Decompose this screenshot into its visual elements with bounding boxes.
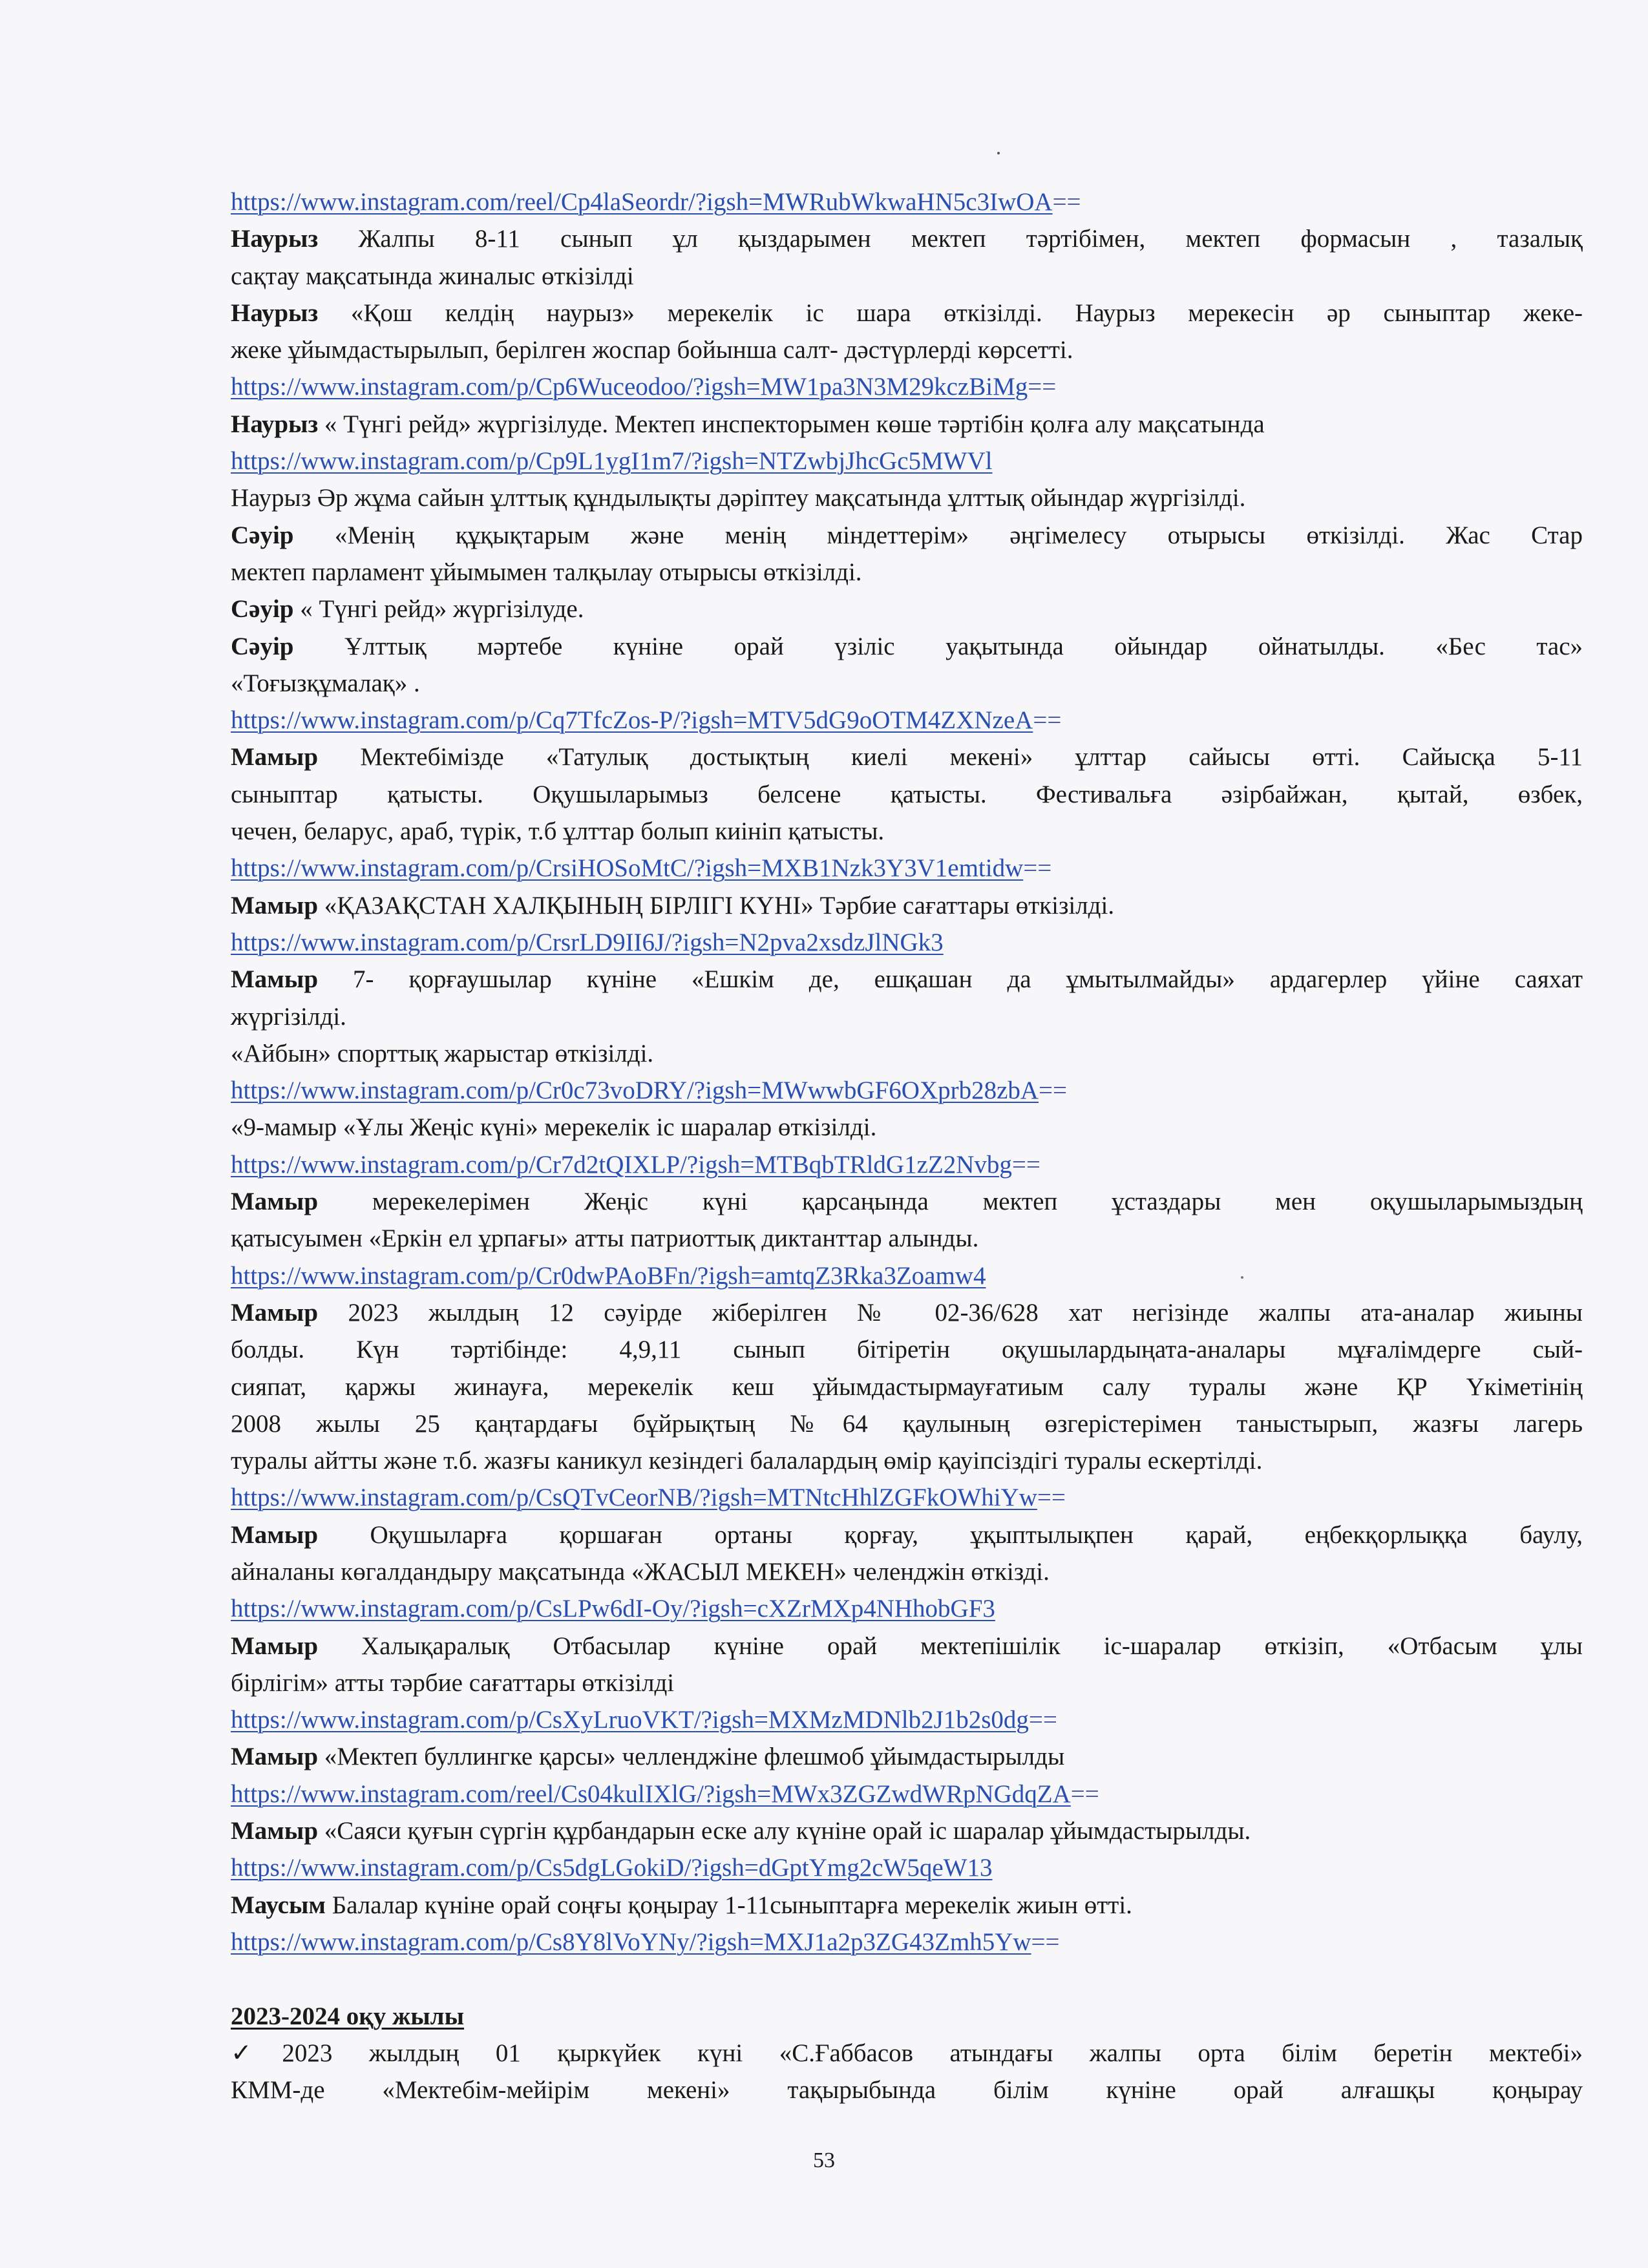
instagram-link[interactable]: https://www.instagram.com/p/Cr7d2tQIXLP/?igsh=MTBqbTRldG1zZ2Nvbg — [231, 1150, 1012, 1179]
text-line — [231, 1294, 1583, 1331]
text-line — [231, 443, 1583, 479]
link-suffix: == — [1070, 1780, 1099, 1808]
month-label: Наурыз — [231, 225, 319, 253]
text-line — [231, 554, 1583, 591]
text-line — [231, 1220, 1583, 1257]
text-line — [231, 2072, 1583, 2108]
blank-line — [231, 1960, 1583, 1997]
body-text: Халықаралық Отбасылар күніне орай мектепішілік іс-шаралар өткізіп, «Отбасым ұлы — [318, 1632, 1583, 1660]
text-line — [231, 591, 1583, 627]
text-line — [231, 924, 1583, 961]
instagram-link[interactable]: https://www.instagram.com/p/Cr0dwPAoBFn/?igsh=amtqZ3Rka3Zoamw4 — [231, 1261, 986, 1290]
text-line — [231, 998, 1583, 1035]
text-line — [231, 517, 1583, 554]
text-line — [231, 479, 1583, 516]
body-text: Ұлттық мәртебе күніне орай үзіліс уақытында ойындар ойнатылды. «Бес тас» — [293, 632, 1583, 660]
instagram-link[interactable]: https://www.instagram.com/p/Cp9L1ygI1m7/?igsh=NTZwbjJhcGc5MWVl — [231, 447, 993, 476]
link-suffix: == — [1011, 1150, 1041, 1179]
instagram-link[interactable]: https://www.instagram.com/p/CsQTvCeorNB/?igsh=MTNtcHhlZGFkOWhiYw — [231, 1484, 1037, 1512]
body-text: «Тоғызқұмалақ» . — [231, 669, 420, 697]
text-line — [231, 850, 1583, 887]
instagram-link[interactable]: https://www.instagram.com/reel/Cp4laSeordr/?igsh=MWRubWkwaHN5c3IwOA — [231, 188, 1053, 216]
body-text: «Қош келдің наурыз» мерекелік іс шара өткізілді. Наурыз мерекесін әр сыныптар жеке- — [318, 299, 1583, 327]
body-text: жүргізілді. — [231, 1002, 346, 1031]
body-text: 2008 жылы 25 қаңтардағы бұйрықтың №64 қаулының өзгерістерімен таныстырып, жазғы лагерь — [231, 1409, 1583, 1438]
body-text: « Түнгі рейд» жүргізілуде. — [293, 595, 584, 624]
body-text: қатысуымен «Еркін ел ұрпағы» атты патриоттық диктанттар алынды. — [231, 1224, 979, 1253]
text-line — [231, 184, 1583, 220]
month-label: Мамыр — [231, 1743, 319, 1771]
month-label: Мамыр — [231, 1520, 319, 1549]
body-text: мектеп парламент ұйымымен талқылау отырысы өткізілді. — [231, 558, 862, 586]
text-line — [231, 665, 1583, 702]
body-text: туралы айтты және т.б. жазғы каникул кезіндегі балалардың өмір қауіпсіздігі туралы ескертілді. — [231, 1447, 1263, 1475]
text-line — [231, 1183, 1583, 1220]
link-suffix: == — [1037, 1484, 1066, 1512]
text-line — [231, 1887, 1583, 1924]
text-line — [231, 220, 1583, 257]
link-suffix: == — [1033, 706, 1062, 735]
link-suffix: == — [1052, 188, 1081, 216]
link-suffix: == — [1028, 373, 1057, 401]
text-line — [231, 1331, 1583, 1368]
text-line — [231, 776, 1583, 813]
instagram-link[interactable]: https://www.instagram.com/p/Cs8Y8lVoYNy/?igsh=MXJ1a2p3ZG43Zmh5Yw — [231, 1927, 1031, 1956]
body-text: чечен, беларус, араб, түрік, т.б ұлттар болып киініп қатысты. — [231, 817, 885, 846]
body-text: КММ-де «Мектебім-мейірім мекені» тақырыбында білім күніне орай алғашқы қоңырау — [231, 2076, 1583, 2105]
month-label: Сәуір — [231, 521, 294, 549]
body-text: болды. Күн тәртібінде: 4,9,11 сынып бітіретін оқушылардыңата-аналары мұғалімдерге сый- — [231, 1336, 1583, 1364]
month-label: Наурыз — [231, 410, 319, 438]
body-text: сияпат, қаржы жинауға, мерекелік кеш ұйымдастырмауғатиым салу туралы және ҚР Үкіметінің — [231, 1372, 1583, 1401]
text-line — [231, 258, 1583, 295]
text-line — [231, 368, 1583, 405]
instagram-link[interactable]: https://www.instagram.com/p/Cr0c73voDRY/?igsh=MWwwbGF6OXprb28zbA — [231, 1076, 1039, 1105]
text-line — [231, 1146, 1583, 1183]
body-text: «9-мамыр «Ұлы Жеңіс күні» мерекелік іс шаралар өткізілді. — [231, 1113, 877, 1142]
body-text: 7- қорғаушылар күніне «Ешкім де, ешқашан да ұмытылмайды» ардагерлер үйіне саяхат — [318, 965, 1583, 994]
body-text: ✓2023 жылдың 01 қыркүйек күні «С.Ғаббасов атындағы жалпы орта білім беретін мектебі» — [231, 2039, 1583, 2067]
text-line — [231, 1442, 1583, 1479]
text-line — [231, 628, 1583, 665]
text-line — [231, 887, 1583, 924]
instagram-link[interactable]: https://www.instagram.com/p/CsLPw6dI-Oy/?igsh=cXZrMXp4NHhobGF3 — [231, 1595, 995, 1623]
link-suffix: == — [1039, 1076, 1068, 1105]
text-line — [231, 1479, 1583, 1516]
text-line — [231, 1628, 1583, 1664]
body-text: «ҚАЗАҚСТАН ХАЛҚЫНЫҢ БІРЛІГІ КҮНІ» Тәрбие сағаттары өткізілді. — [318, 891, 1115, 919]
text-line — [231, 1664, 1583, 1701]
instagram-link[interactable]: https://www.instagram.com/p/CrsiHOSoMtC/?igsh=MXB1Nzk3Y3V1emtidw — [231, 854, 1024, 883]
text-line — [231, 1924, 1583, 1960]
body-text: «Мектеп буллингке қарсы» челленджіне флешмоб ұйымдастырылды — [318, 1743, 1065, 1771]
link-suffix: == — [1023, 854, 1052, 883]
page-number: 53 — [813, 2148, 835, 2172]
body-text: Жалпы 8-11 сынып ұл қыздарымен мектеп тәртібімен, мектеп формасын , тазалық — [318, 225, 1583, 253]
text-line — [231, 1035, 1583, 1072]
instagram-link[interactable]: https://www.instagram.com/p/CsXyLruoVKT/?igsh=MXMzMDNlb2J1b2s0dg — [231, 1706, 1029, 1734]
month-label: Мамыр — [231, 891, 319, 919]
link-suffix: == — [1028, 1706, 1057, 1734]
body-text: бірлігім» атты тәрбие сағаттары өткізілді — [231, 1668, 675, 1697]
text-line — [231, 1072, 1583, 1109]
body-text: жеке ұйымдастырылып, берілген жоспар бойынша салт- дәстүрлерді көрсетті. — [231, 336, 1073, 364]
body-text: «Менің құқықтарым және менің міндеттерім» әңгімелесу отырысы өткізілді. Жас Стар — [293, 521, 1583, 549]
body-text: Оқушыларға қоршаған ортаны қорғау, ұқыптылықпен қарай, еңбекқорлыққа баулу, — [318, 1520, 1583, 1549]
text-line — [231, 739, 1583, 775]
text-line — [231, 1369, 1583, 1405]
body-text: «Саяси қуғын сүргін құрбандарын еске алу күніне орай іс шаралар ұйымдастырылды. — [318, 1817, 1251, 1845]
text-line — [231, 1812, 1583, 1849]
body-text: « Түнгі рейд» жүргізілуде. Мектеп инспекторымен көше тәртібін қолға алу мақсатында — [318, 410, 1265, 438]
text-line — [231, 1998, 1583, 2035]
link-suffix: == — [1031, 1927, 1060, 1956]
document-body — [231, 184, 1583, 2108]
month-label: Мамыр — [231, 743, 319, 772]
text-line — [231, 1405, 1583, 1442]
text-line — [231, 2035, 1583, 2072]
body-text: айналаны көгалдандыру мақсатында «ЖАСЫЛ МЕКЕН» челенджін өткізді. — [231, 1557, 1050, 1586]
text-line — [231, 1776, 1583, 1812]
text-line — [231, 1553, 1583, 1590]
body-text: сақтау мақсатында жиналыс өткізілді — [231, 262, 634, 290]
month-label: Мамыр — [231, 1632, 319, 1660]
text-line — [231, 1109, 1583, 1146]
month-label: Мамыр — [231, 965, 319, 994]
body-text: мерекелерімен Жеңіс күні қарсаңында мектеп ұстаздары мен оқушыларымыздың — [318, 1188, 1583, 1216]
scan-speck — [997, 152, 1000, 154]
month-label: Мамыр — [231, 1817, 319, 1845]
text-line — [231, 702, 1583, 739]
text-line — [231, 961, 1583, 998]
body-text: Балалар күніне орай соңғы қоңырау 1-11сыныптарға мерекелік жиын өтті. — [325, 1891, 1132, 1919]
text-line — [231, 331, 1583, 368]
text-line — [231, 295, 1583, 331]
instagram-link[interactable]: https://www.instagram.com/p/CrsrLD9II6J/?igsh=N2pva2xsdzJlNGk3 — [231, 928, 944, 956]
body-text: Наурыз Әр жұма сайын ұлттық құндылықты дәріптеу мақсатында ұлттық ойындар жүргізілді. — [231, 484, 1246, 512]
month-label: Наурыз — [231, 299, 319, 327]
instagram-link[interactable]: https://www.instagram.com/p/Cp6Wuceodoo/?igsh=MW1pa3N3M29kczBiMg — [231, 373, 1028, 401]
text-line — [231, 1590, 1583, 1627]
section-heading: 2023-2024 оқу жылы — [231, 2002, 465, 2030]
text-line — [231, 1849, 1583, 1886]
month-label: Сәуір — [231, 595, 294, 624]
month-label: Мамыр — [231, 1188, 319, 1216]
text-line — [231, 1257, 1583, 1294]
body-text: Мектебімізде «Татулық достықтың киелі мекені» ұлттар сайысы өтті. Сайысқа 5-11 — [318, 743, 1583, 772]
instagram-link[interactable]: https://www.instagram.com/p/Cq7TfcZos-P/?igsh=MTV5dG9oOTM4ZXNzeA — [231, 706, 1033, 735]
text-line — [231, 813, 1583, 850]
text-line — [231, 1738, 1583, 1775]
body-text: сыныптар қатысты. Оқушыларымыз белсене қатысты. Фестивальға әзірбайжан, қытай, өзбек, — [231, 780, 1583, 808]
text-line — [231, 1517, 1583, 1553]
body-text: «Айбын» спорттық жарыстар өткізілді. — [231, 1039, 654, 1067]
month-label: Мамыр — [231, 1298, 319, 1327]
text-line — [231, 406, 1583, 443]
body-text: 2023 жылдың 12 сәуірде жіберілген № 02-36/628 хат негізінде жалпы ата-аналар жиыны — [318, 1298, 1583, 1327]
month-label: Маусым — [231, 1891, 326, 1919]
instagram-link[interactable]: https://www.instagram.com/p/Cs5dgLGokiD/?igsh=dGptYmg2cW5qeW13 — [231, 1854, 993, 1882]
month-label: Сәуір — [231, 632, 294, 660]
text-line — [231, 1701, 1583, 1738]
instagram-link[interactable]: https://www.instagram.com/reel/Cs04kulIXlG/?igsh=MWx3ZGZwdWRpNGdqZA — [231, 1780, 1071, 1808]
